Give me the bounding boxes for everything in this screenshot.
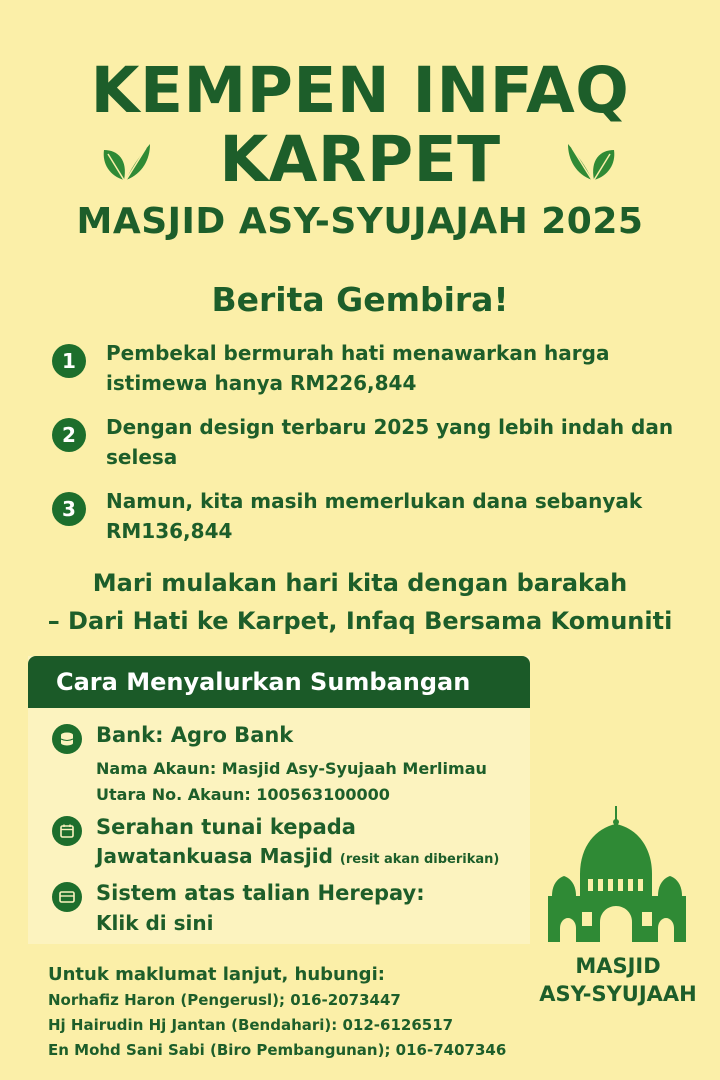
card-icon	[52, 882, 82, 912]
contact-line: Norhafiz Haron (Pengerusl); 016-2073447	[48, 991, 401, 1009]
donation-methods-panel	[28, 656, 530, 944]
campaign-title-line2: KARPET	[219, 123, 501, 196]
news-point-text: Pembekal bermurah hati menawarkan harga istimewa hanya RM226,844	[106, 341, 610, 395]
mosque-icon	[546, 806, 688, 946]
contact-heading: Untuk maklumat lanjut, hubungi:	[48, 964, 385, 985]
online-title: Sistem atas talian Herepay:	[96, 881, 425, 905]
donation-heading: Cara Menyalurkan Sumbangan	[28, 656, 530, 708]
receipt-note: (resit akan diberikan)	[339, 852, 500, 867]
contact-line: Hj Hairudin Hj Jantan (Bendahari): 012-6126517	[48, 1016, 454, 1034]
news-heading: Berita Gembira!	[211, 280, 509, 319]
contact-line: En Mohd Sani Sabi (Biro Pembangunan); 016-7407346	[48, 1041, 507, 1059]
account-name: Nama Akaun: Masjid Asy-Syujaah Merlimau	[96, 759, 487, 778]
calendar-icon	[52, 816, 82, 846]
herepay-link[interactable]: Klik di sini	[96, 911, 214, 935]
slogan-line2: – Dari Hati ke Karpet, Infaq Bersama Komuniti	[47, 607, 673, 635]
news-point-text: Dengan design terbaru 2025 yang lebih indah dan selesa	[106, 415, 674, 469]
cash-recipient-label: Jawatankuasa Masjid	[96, 844, 333, 868]
leaf-icon	[100, 140, 152, 184]
cash-title: Serahan tunai kepada	[96, 815, 356, 839]
campaign-subtitle: MASJID ASY-SYUJAJAH 2025	[76, 201, 644, 242]
cash-recipient	[96, 840, 499, 876]
campaign-title-line1: KEMPEN INFAQ	[90, 54, 630, 127]
mosque-name	[520, 952, 716, 1008]
mosque-name-line2: ASY-SYUJAAH	[539, 982, 697, 1006]
account-number: Utara No. Akaun: 100563100000	[96, 785, 390, 804]
number-badge: 3	[52, 492, 86, 526]
mosque-name-line1: MASJID	[575, 954, 661, 978]
contact-section	[48, 962, 528, 1063]
news-point-text: Namun, kita masih memerlukan dana sebanyak RM136,844	[106, 489, 643, 543]
coins-icon	[52, 724, 82, 754]
bank-name: Bank: Agro Bank	[96, 723, 294, 747]
number-badge: 2	[52, 418, 86, 452]
number-badge: 1	[52, 344, 86, 378]
leaf-icon	[566, 140, 618, 184]
slogan-line1: Mari mulakan hari kita dengan barakah	[92, 569, 628, 597]
